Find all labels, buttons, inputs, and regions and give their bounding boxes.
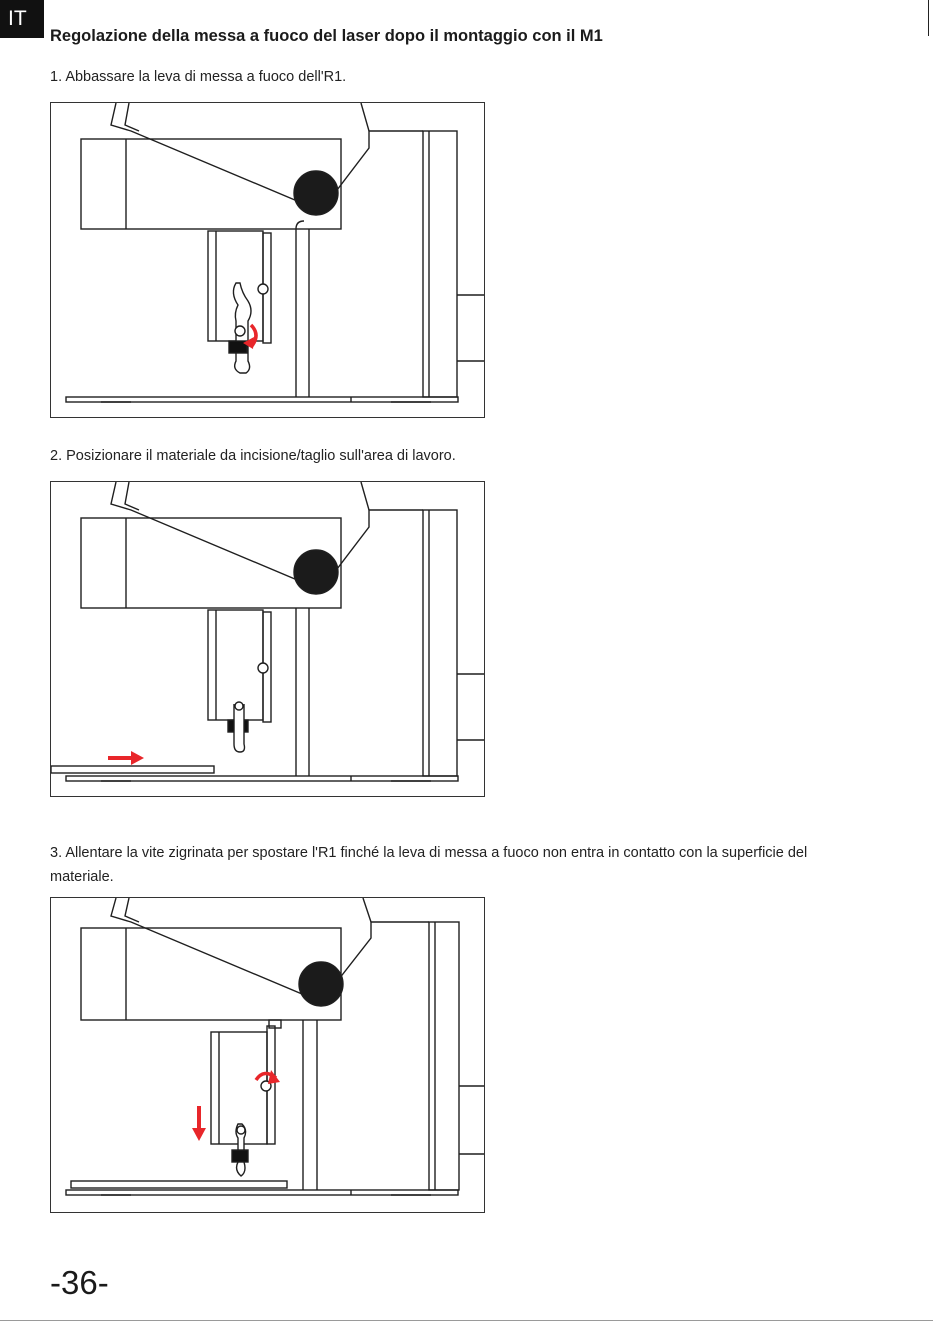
page-edge-mark	[928, 0, 929, 36]
figure-loosen-knurled-screw	[50, 897, 485, 1213]
machine-base	[66, 776, 458, 781]
page-title: Regolazione della messa a fuoco del laser dopo il montaggio con il M1	[50, 27, 603, 45]
step-2-text: 2. Posizionare il materiale da incisione/taglio sull'area di lavoro.	[50, 448, 456, 464]
machine-base	[66, 397, 458, 402]
focus-cover	[111, 103, 423, 211]
focus-cover	[111, 898, 429, 1002]
loosen-arrow-head-icon	[268, 1070, 280, 1084]
figure-lower-focus-lever	[50, 102, 485, 418]
language-tab: IT	[0, 0, 44, 38]
focus-lever	[229, 283, 251, 373]
lower-arrow-head-icon	[192, 1128, 206, 1141]
figure-place-material	[50, 481, 485, 797]
focus-knob-icon	[294, 171, 338, 215]
laser-tower	[423, 131, 484, 397]
material-sheet	[71, 1181, 287, 1188]
step-1-text: 1. Abbassare la leva di messa a fuoco dell'R1.	[50, 69, 347, 85]
machine-base	[66, 1190, 458, 1195]
step-3-text: 3. Allentare la vite zigrinata per spostare l'R1 finché la leva di messa a fuoco non entra in contatto con la superficie del materiale.	[50, 845, 808, 885]
focus-lever	[232, 1124, 248, 1176]
material-sheet	[51, 766, 214, 773]
page-number: -36-	[50, 1264, 109, 1301]
laser-tower	[423, 510, 484, 776]
laser-tower	[429, 922, 484, 1190]
focus-knob-icon	[299, 962, 343, 1006]
focus-lever	[228, 702, 248, 752]
focus-knob-icon	[294, 550, 338, 594]
focus-cover	[111, 482, 423, 590]
page-bottom-rule	[0, 1320, 933, 1321]
push-arrow-head-icon	[131, 751, 144, 765]
